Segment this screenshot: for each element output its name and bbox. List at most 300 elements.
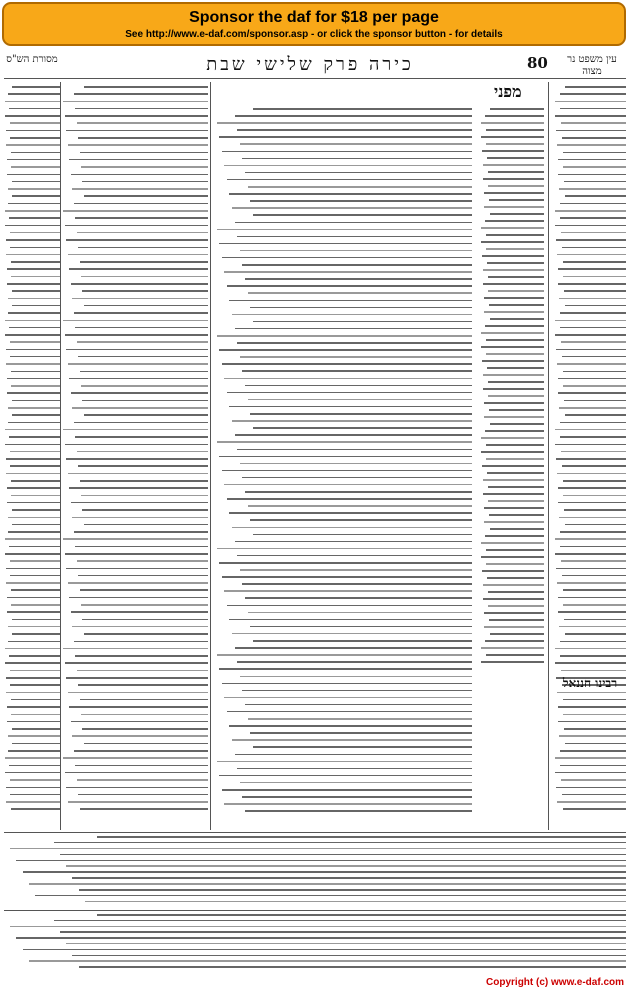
- text-line: [217, 335, 472, 337]
- text-line: [77, 341, 208, 343]
- text-line: [248, 718, 472, 720]
- text-line: [481, 332, 544, 334]
- text-line: [10, 560, 60, 562]
- text-line: [232, 739, 472, 741]
- text-line: [222, 363, 472, 365]
- text-line: [560, 531, 626, 533]
- text-line: [235, 647, 472, 649]
- text-line: [490, 528, 544, 530]
- text-line: [561, 122, 626, 124]
- text-line: [78, 465, 208, 467]
- text-line: [10, 356, 60, 358]
- text-line: [11, 385, 60, 387]
- text-line: [486, 444, 544, 446]
- text-line: [5, 648, 60, 650]
- text-line: [245, 810, 472, 812]
- text-line: [489, 514, 544, 516]
- text-line: [242, 264, 472, 266]
- text-line: [558, 706, 626, 708]
- text-line: [8, 735, 60, 737]
- text-line: [224, 271, 472, 273]
- text-line: [488, 185, 544, 187]
- text-line: [481, 122, 544, 124]
- text-line: [65, 225, 208, 227]
- text-line: [7, 706, 60, 708]
- text-line: [481, 346, 544, 348]
- text-line: [484, 311, 544, 313]
- text-line: [79, 889, 626, 891]
- text-line: [12, 181, 60, 183]
- text-line: [11, 261, 60, 263]
- text-line: [54, 842, 626, 844]
- talmud-page: [0, 48, 630, 990]
- text-line: [80, 480, 208, 482]
- footnote-rule: [4, 910, 626, 911]
- text-line: [248, 186, 472, 188]
- tosafot-column: [62, 86, 208, 826]
- text-line: [561, 560, 626, 562]
- text-line: [5, 757, 60, 759]
- text-line: [68, 363, 208, 365]
- text-line: [482, 150, 544, 152]
- text-line: [75, 327, 208, 329]
- text-line: [562, 575, 626, 577]
- text-line: [71, 611, 208, 613]
- text-line: [486, 654, 544, 656]
- text-line: [224, 697, 472, 699]
- text-line: [81, 385, 208, 387]
- text-line: [237, 661, 472, 663]
- text-line: [556, 787, 626, 789]
- text-line: [555, 429, 626, 431]
- tosafot-divider: [210, 82, 211, 830]
- text-line: [560, 327, 626, 329]
- mesoret-hashas-heading: מסורת הש"ס: [6, 54, 58, 65]
- text-line: [71, 174, 208, 176]
- text-line: [72, 517, 208, 519]
- text-line: [7, 268, 60, 270]
- text-line: [68, 473, 208, 475]
- text-line: [245, 491, 472, 493]
- text-line: [486, 353, 544, 355]
- text-line: [229, 406, 472, 408]
- text-line: [483, 374, 544, 376]
- text-line: [219, 456, 472, 458]
- text-line: [235, 434, 472, 436]
- text-line: [237, 449, 472, 451]
- text-line: [558, 268, 626, 270]
- text-line: [6, 458, 60, 460]
- text-line: [84, 195, 208, 197]
- text-line: [558, 283, 626, 285]
- text-line: [72, 188, 208, 190]
- text-line: [565, 305, 626, 307]
- text-line: [7, 721, 60, 723]
- text-line: [232, 207, 472, 209]
- text-line: [224, 803, 472, 805]
- text-line: [77, 779, 208, 781]
- text-line: [74, 93, 208, 95]
- text-line: [9, 327, 60, 329]
- text-line: [66, 458, 208, 460]
- text-line: [65, 772, 208, 774]
- text-line: [77, 451, 208, 453]
- left-divider: [60, 82, 61, 830]
- text-line: [85, 901, 626, 903]
- text-line: [68, 144, 208, 146]
- text-line: [487, 577, 544, 579]
- text-line: [563, 152, 626, 154]
- ein-mishpat-heading: עין משפט נר מצוה: [567, 54, 617, 77]
- text-line: [481, 647, 544, 649]
- text-line: [253, 427, 472, 429]
- text-line: [560, 312, 626, 314]
- text-line: [229, 300, 472, 302]
- text-line: [81, 495, 208, 497]
- text-line: [558, 378, 626, 380]
- header-rule: [4, 78, 626, 79]
- text-line: [84, 524, 208, 526]
- text-line: [81, 166, 208, 168]
- text-line: [11, 480, 60, 482]
- text-line: [490, 633, 544, 635]
- text-line: [5, 334, 60, 336]
- text-line: [8, 312, 60, 314]
- text-line: [484, 402, 544, 404]
- text-line: [7, 392, 60, 394]
- text-line: [7, 611, 60, 613]
- text-line: [484, 626, 544, 628]
- text-line: [483, 479, 544, 481]
- text-line: [557, 144, 626, 146]
- text-line: [6, 254, 60, 256]
- text-line: [557, 363, 626, 365]
- text-line: [69, 487, 208, 489]
- text-line: [82, 181, 208, 183]
- text-line: [224, 165, 472, 167]
- text-line: [488, 290, 544, 292]
- text-line: [488, 500, 544, 502]
- text-line: [563, 589, 626, 591]
- text-line: [10, 670, 60, 672]
- text-line: [227, 605, 472, 607]
- text-line: [16, 860, 626, 862]
- text-line: [563, 166, 626, 168]
- text-line: [71, 721, 208, 723]
- text-line: [555, 648, 626, 650]
- text-line: [60, 931, 626, 933]
- text-line: [484, 612, 544, 614]
- text-line: [80, 699, 208, 701]
- text-line: [481, 227, 544, 229]
- text-line: [63, 648, 208, 650]
- text-line: [75, 765, 208, 767]
- text-line: [484, 206, 544, 208]
- text-line: [10, 794, 60, 796]
- text-line: [9, 436, 60, 438]
- text-line: [9, 655, 60, 657]
- text-line: [84, 305, 208, 307]
- text-line: [486, 129, 544, 131]
- text-line: [561, 670, 626, 672]
- text-line: [563, 261, 626, 263]
- text-line: [488, 381, 544, 383]
- text-line: [79, 966, 626, 968]
- text-line: [74, 422, 208, 424]
- text-line: [6, 130, 60, 132]
- text-line: [232, 314, 472, 316]
- text-line: [488, 591, 544, 593]
- text-line: [558, 502, 626, 504]
- text-line: [217, 548, 472, 550]
- text-line: [242, 583, 472, 585]
- text-line: [10, 575, 60, 577]
- text-line: [66, 677, 208, 679]
- text-line: [240, 676, 472, 678]
- text-line: [75, 546, 208, 548]
- text-line: [82, 509, 208, 511]
- text-line: [10, 232, 60, 234]
- text-line: [560, 641, 626, 643]
- text-line: [563, 371, 626, 373]
- text-line: [557, 692, 626, 694]
- text-line: [248, 612, 472, 614]
- text-line: [224, 378, 472, 380]
- text-line: [232, 633, 472, 635]
- text-line: [12, 400, 60, 402]
- text-line: [485, 115, 544, 117]
- text-line: [560, 546, 626, 548]
- text-line: [235, 328, 472, 330]
- text-line: [483, 493, 544, 495]
- text-line: [237, 555, 472, 557]
- text-line: [250, 626, 472, 628]
- text-line: [74, 531, 208, 533]
- text-line: [5, 538, 60, 540]
- text-line: [560, 217, 626, 219]
- text-line: [248, 399, 472, 401]
- text-line: [565, 414, 626, 416]
- text-line: [66, 943, 626, 945]
- copyright-link[interactable]: Copyright (c) www.e-daf.com: [486, 977, 624, 988]
- text-line: [253, 640, 472, 642]
- text-line: [557, 801, 626, 803]
- text-line: [237, 236, 472, 238]
- text-line: [253, 108, 472, 110]
- text-line: [489, 619, 544, 621]
- page-number: 80: [527, 54, 548, 72]
- text-line: [485, 220, 544, 222]
- text-line: [78, 794, 208, 796]
- text-line: [481, 542, 544, 544]
- text-line: [240, 463, 472, 465]
- text-line: [63, 320, 208, 322]
- text-line: [560, 422, 626, 424]
- text-line: [72, 407, 208, 409]
- text-line: [481, 241, 544, 243]
- text-line: [5, 772, 60, 774]
- text-line: [219, 136, 472, 138]
- text-line: [6, 677, 60, 679]
- text-line: [483, 283, 544, 285]
- text-line: [68, 801, 208, 803]
- text-line: [16, 937, 626, 939]
- text-line: [558, 611, 626, 613]
- text-line: [556, 349, 626, 351]
- text-line: [69, 597, 208, 599]
- text-line: [484, 507, 544, 509]
- text-line: [71, 502, 208, 504]
- sponsor-title[interactable]: Sponsor the daf for $18 per page: [189, 9, 439, 26]
- text-line: [560, 765, 626, 767]
- text-line: [65, 444, 208, 446]
- text-line: [237, 129, 472, 131]
- text-line: [560, 750, 626, 752]
- text-line: [486, 248, 544, 250]
- text-line: [489, 304, 544, 306]
- text-line: [564, 400, 626, 402]
- text-line: [5, 662, 60, 664]
- text-line: [217, 761, 472, 763]
- text-line: [10, 926, 626, 928]
- text-line: [487, 262, 544, 264]
- text-line: [563, 385, 626, 387]
- text-line: [217, 229, 472, 231]
- text-line: [10, 451, 60, 453]
- text-line: [481, 661, 544, 663]
- text-line: [482, 360, 544, 362]
- text-line: [565, 195, 626, 197]
- text-line: [482, 465, 544, 467]
- text-line: [35, 895, 626, 897]
- text-line: [555, 225, 626, 227]
- text-line: [486, 563, 544, 565]
- text-line: [219, 668, 472, 670]
- sponsor-banner[interactable]: [2, 2, 626, 46]
- text-line: [65, 334, 208, 336]
- text-line: [555, 334, 626, 336]
- text-line: [68, 582, 208, 584]
- text-line: [555, 444, 626, 446]
- text-line: [561, 451, 626, 453]
- text-line: [555, 101, 626, 103]
- text-line: [250, 200, 472, 202]
- text-line: [555, 320, 626, 322]
- rashi-column: [480, 108, 544, 668]
- footnotes: [4, 914, 626, 974]
- text-line: [565, 524, 626, 526]
- text-line: [559, 626, 626, 628]
- text-line: [81, 604, 208, 606]
- text-line: [250, 413, 472, 415]
- text-line: [66, 239, 208, 241]
- text-line: [242, 690, 472, 692]
- text-line: [229, 619, 472, 621]
- text-line: [6, 692, 60, 694]
- text-line: [6, 144, 60, 146]
- sponsor-subtitle[interactable]: See http://www.e-daf.com/sponsor.asp - or click the sponsor button - for details: [125, 29, 503, 40]
- text-line: [224, 590, 472, 592]
- text-line: [12, 728, 60, 730]
- text-line: [217, 122, 472, 124]
- text-line: [5, 101, 60, 103]
- text-line: [565, 633, 626, 635]
- text-line: [488, 486, 544, 488]
- text-line: [54, 920, 626, 922]
- text-line: [565, 743, 626, 745]
- text-line: [75, 655, 208, 657]
- text-line: [487, 367, 544, 369]
- text-line: [485, 535, 544, 537]
- text-line: [7, 487, 60, 489]
- text-line: [82, 619, 208, 621]
- text-line: [84, 633, 208, 635]
- text-line: [485, 325, 544, 327]
- running-title: כירה פרק שלישי שבת: [206, 54, 414, 75]
- text-line: [222, 470, 472, 472]
- text-line: [9, 217, 60, 219]
- text-line: [560, 108, 626, 110]
- text-line: [11, 276, 60, 278]
- text-line: [235, 541, 472, 543]
- text-line: [75, 217, 208, 219]
- text-line: [12, 86, 60, 88]
- text-line: [488, 171, 544, 173]
- text-line: [222, 789, 472, 791]
- text-line: [481, 556, 544, 558]
- text-line: [227, 711, 472, 713]
- text-line: [557, 473, 626, 475]
- text-line: [227, 179, 472, 181]
- text-line: [7, 283, 60, 285]
- text-line: [484, 297, 544, 299]
- text-line: [66, 787, 208, 789]
- text-line: [558, 392, 626, 394]
- text-line: [488, 605, 544, 607]
- text-line: [555, 115, 626, 117]
- text-line: [562, 794, 626, 796]
- text-line: [8, 641, 60, 643]
- text-line: [562, 247, 626, 249]
- text-line: [560, 93, 626, 95]
- text-line: [78, 137, 208, 139]
- text-line: [84, 414, 208, 416]
- text-line: [74, 641, 208, 643]
- text-line: [78, 356, 208, 358]
- footer-rule: [4, 832, 626, 833]
- text-line: [5, 210, 60, 212]
- text-line: [559, 517, 626, 519]
- text-line: [562, 465, 626, 467]
- text-line: [242, 370, 472, 372]
- text-line: [229, 512, 472, 514]
- text-line: [222, 576, 472, 578]
- mesoret-column: [4, 86, 60, 826]
- text-line: [82, 728, 208, 730]
- text-line: [242, 477, 472, 479]
- text-line: [250, 519, 472, 521]
- text-line: [242, 158, 472, 160]
- text-line: [558, 174, 626, 176]
- text-line: [84, 86, 208, 88]
- text-line: [563, 699, 626, 701]
- text-line: [485, 430, 544, 432]
- text-line: [11, 589, 60, 591]
- text-line: [12, 509, 60, 511]
- text-line: [74, 312, 208, 314]
- text-line: [12, 414, 60, 416]
- text-line: [232, 527, 472, 529]
